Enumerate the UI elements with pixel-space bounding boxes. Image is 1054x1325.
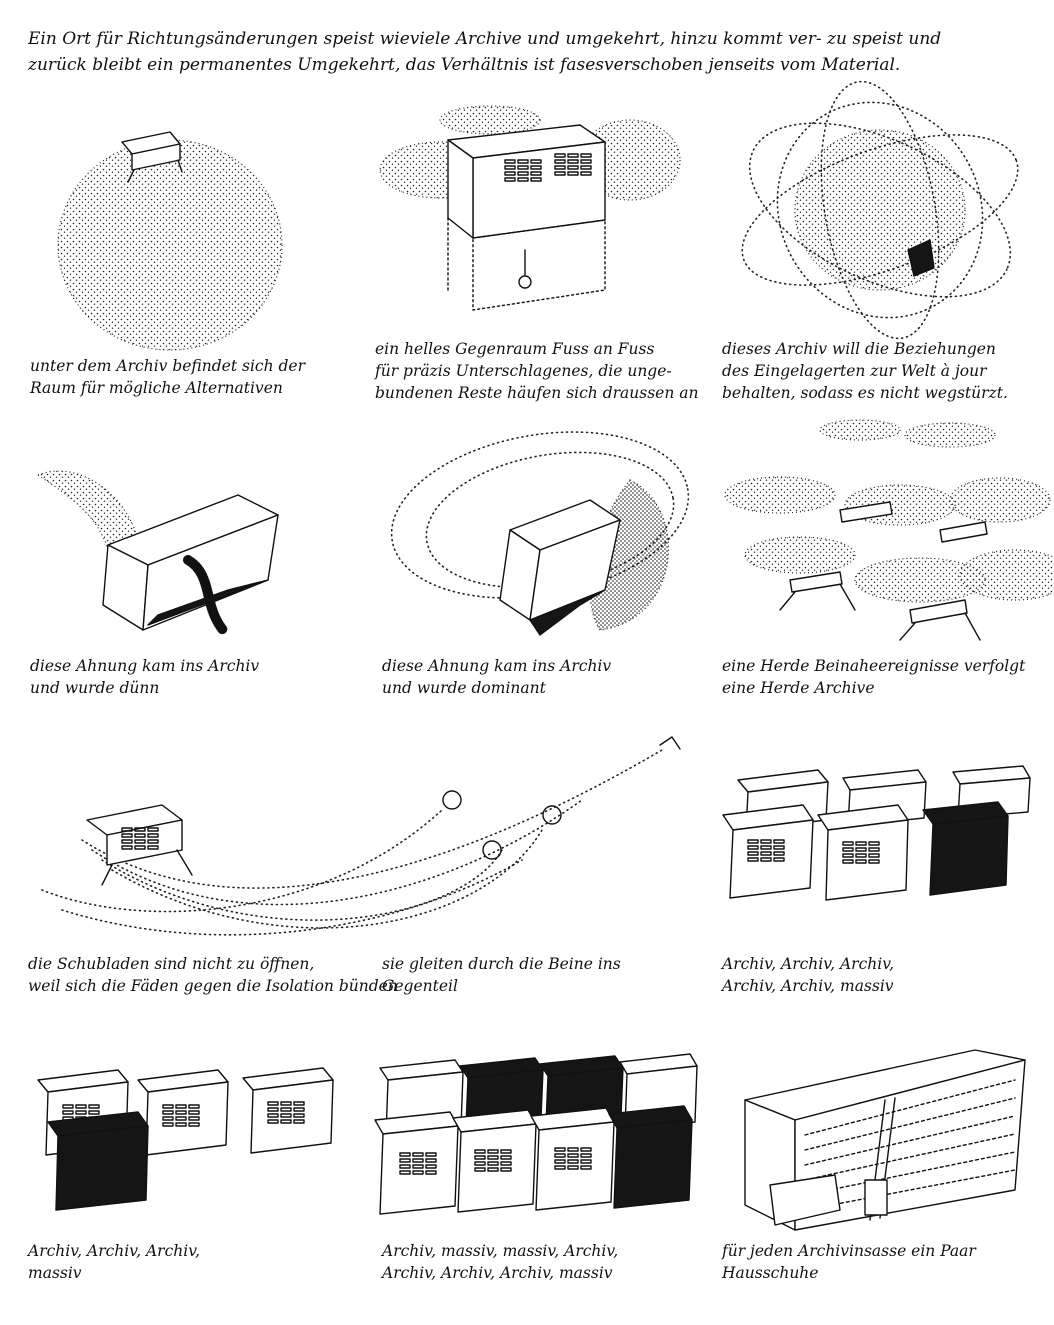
panel-eight-archives: [375, 1058, 705, 1233]
caption-11: Archiv, massiv, massiv, Archiv, Archiv, Archiv, Archiv, massiv: [382, 1242, 619, 1282]
caption-10: Archiv, Archiv, Archiv, massiv: [28, 1242, 201, 1282]
archive-block: [818, 805, 908, 900]
panel-interior: [725, 1040, 1025, 1230]
caption-7: die Schubladen sind nicht zu öffnen, weil sich die Fäden gegen die Isolation bünden: [28, 955, 398, 995]
caption-4: diese Ahnung kam ins Archiv und wurde dünn: [30, 657, 260, 697]
panel-sphere-archive: [30, 120, 350, 350]
intro-line-2: zurück bleibt ein permanentes Umgekehrt, das Verhältnis ist fasesverschoben jenseits vom Material.: [28, 55, 901, 75]
archive-block-black: [923, 802, 1008, 895]
caption-1: unter dem Archiv befindet sich der Raum für mögliche Alternativen: [30, 357, 306, 397]
threads-illustration: [22, 730, 702, 945]
caption-6: eine Herde Beinaheereignisse verfolgt eine Herde Archive: [722, 657, 1026, 697]
thin-hunch-illustration: [28, 455, 348, 650]
panel-four-archives: [28, 1060, 348, 1225]
caption-2: ein helles Gegenraum Fuss an Fuss für präzis Unterschlagenes, die unge- bundenen Reste häufen sich draussen an: [375, 340, 699, 402]
intro-line-1: Ein Ort für Richtungsänderungen speist wieviele Archive und umgekehrt, hinzu kommt ver- zu speist und: [28, 29, 942, 49]
panel-six-archives: [718, 760, 1048, 945]
sphere-archive-illustration: [30, 120, 350, 350]
herd-illustration: [720, 410, 1040, 650]
panel-thin-hunch: [28, 455, 348, 650]
panel-herd: [720, 410, 1040, 650]
counterroom-illustration: [370, 100, 690, 335]
caption-9: Archiv, Archiv, Archiv, Archiv, Archiv, massiv: [722, 955, 895, 995]
panel-dominant-hunch: [380, 420, 700, 650]
dominant-hunch-illustration: [380, 420, 700, 650]
intro-text: [28, 26, 1038, 78]
six-archives-illustration: [718, 760, 1048, 945]
four-archives-illustration: [28, 1060, 348, 1225]
caption-12: für jeden Archivinsasse ein Paar Hausschuhe: [722, 1242, 976, 1282]
interior-illustration: [725, 1040, 1025, 1230]
panel-orbit-archive: [730, 100, 1040, 335]
caption-3: dieses Archiv will die Beziehungen des Eingelagerten zur Welt à jour behalten, sodass es nicht wegstürzt.: [722, 340, 1008, 402]
caption-5: diese Ahnung kam ins Archiv und wurde dominant: [382, 657, 612, 697]
eight-archives-illustration: [375, 1058, 705, 1233]
archive-block: [723, 805, 813, 898]
orbit-archive-illustration: [730, 100, 1040, 335]
caption-8: sie gleiten durch die Beine ins Gegenteil: [382, 955, 621, 995]
panel-bright-counterroom: [370, 100, 690, 335]
panel-threads: [22, 730, 702, 945]
